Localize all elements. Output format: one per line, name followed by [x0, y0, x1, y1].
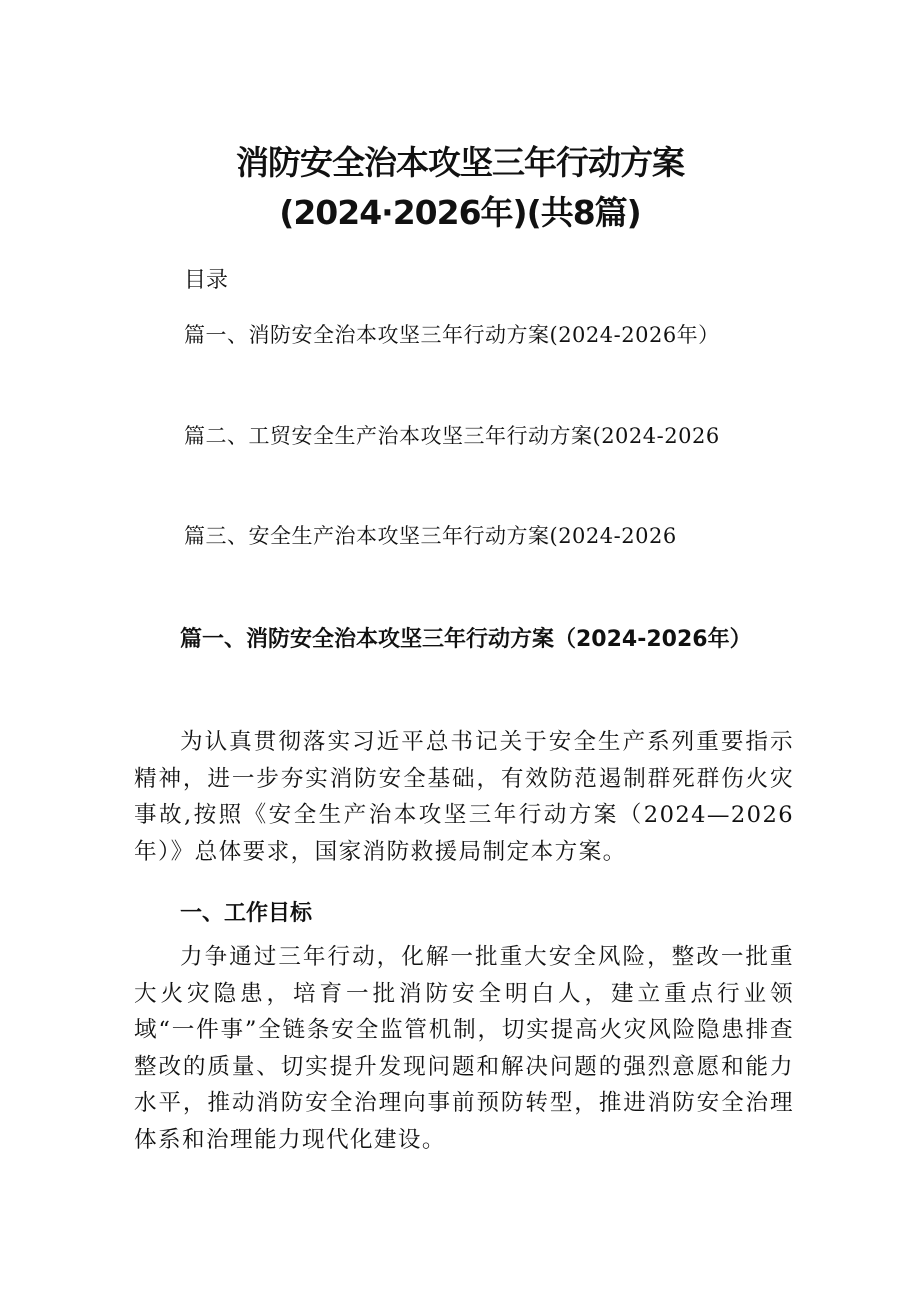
- title-line-1: 消防安全治本攻坚三年行动方案: [236, 143, 684, 182]
- paragraph-intro: 为认真贯彻落实习近平总书记关于安全生产系列重要指示精神，进一步夯实消防安全基础，有效防范遏制群死群伤火灾事故,按照《安全生产治本攻坚三年行动方案（2024—2026年）》总体要求，国家消防救援局制定本方案。: [134, 729, 794, 865]
- document-title: [0, 138, 920, 238]
- toc-item-1[interactable]: 篇一、消防安全治本攻坚三年行动方案(2024-2026年）: [184, 323, 720, 347]
- title-line-2: (2024·2026年)(共8篇): [279, 193, 641, 232]
- subheading-work-goals: 一、工作目标: [180, 901, 313, 926]
- toc-item-3[interactable]: 篇三、安全生产治本攻坚三年行动方案(2024-2026: [184, 524, 677, 548]
- paragraph-work-goals: 力争通过三年行动，化解一批重大安全风险，整改一批重大火灾隐患，培育一批消防安全明白人，建立重点行业领域“一件事”全链条安全监管机制，切实提高火灾风险隐患排查整改的质量、切实提升发现问题和解决问题的强烈意愿和能力水平，推动消防安全治理向事前预防转型，推进消防安全治理体系和治理能力现代化建设。: [134, 944, 794, 1153]
- toc-item-2[interactable]: 篇二、工贸安全生产治本攻坚三年行动方案(2024-2026: [184, 424, 720, 448]
- toc-label: 目录: [184, 268, 229, 293]
- section-heading: 篇一、消防安全治本攻坚三年行动方案（2024-2026年）: [180, 627, 752, 652]
